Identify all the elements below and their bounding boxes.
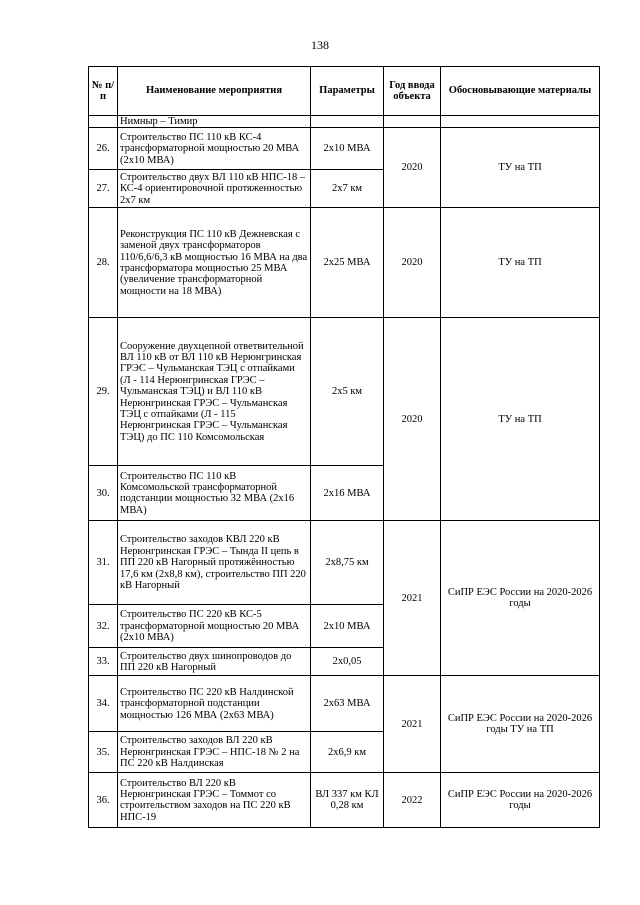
row-num: 30. [89,466,118,521]
measures-table [88,66,600,828]
row-params: 2х16 МВА [311,466,384,521]
continuation-params [311,116,384,128]
row-num: 26. [89,128,118,170]
row-num: 31. [89,521,118,605]
row-docs: ТУ на ТП [441,318,600,521]
row-params: 2х6,9 км [311,732,384,773]
row-num: 35. [89,732,118,773]
row-num: 33. [89,648,118,676]
row-name: Строительство заходов КВЛ 220 кВ Нерюнгринская ГРЭС – Тында II цепь в ПП 220 кВ Нагорный протяжённостью 17,6 км (2х8,8 км), строительство ПП 220 кВ Нагорный [118,521,311,605]
row-params: ВЛ 337 км КЛ 0,28 км [311,773,384,828]
table-row [89,128,600,170]
header-num: № п/п [89,67,118,116]
row-params: 2х10 МВА [311,128,384,170]
row-year: 2020 [384,318,441,521]
row-name: Строительство двух шинопроводов до ПП 220 кВ Нагорный [118,648,311,676]
row-params: 2х63 МВА [311,676,384,732]
row-params: 2х7 км [311,170,384,208]
row-year: 2020 [384,128,441,208]
header-docs: Обосновывающие материалы [441,67,600,116]
row-docs: ТУ на ТП [441,128,600,208]
row-name: Строительство ПС 220 кВ КС-5 трансформаторной мощностью 20 МВА (2х10 МВА) [118,605,311,648]
table-row [89,318,600,466]
row-num: 34. [89,676,118,732]
table-row [89,521,600,605]
row-name: Строительство заходов ВЛ 220 кВ Нерюнгринская ГРЭС – НПС-18 № 2 на ПС 220 кВ Налдинская [118,732,311,773]
continuation-name: Нимныр – Тимир [118,116,311,128]
row-name: Строительство ПС 110 кВ КС-4 трансформаторной мощностью 20 МВА (2х10 МВА) [118,128,311,170]
row-params: 2х8,75 км [311,521,384,605]
continuation-docs [441,116,600,128]
row-year: 2020 [384,208,441,318]
header-year: Год ввода объекта [384,67,441,116]
row-docs: СиПР ЕЭС России на 2020-2026 годы [441,521,600,676]
row-docs: ТУ на ТП [441,208,600,318]
row-name: Реконструкция ПС 110 кВ Дежневская с заменой двух трансформаторов 110/6,6/6,3 кВ мощностью 16 МВА на два трансформатора мощностью 25 МВА (увеличение трансформаторной мощности на 18 МВА) [118,208,311,318]
header-row [89,67,600,116]
continuation-row [89,116,600,128]
row-year: 2021 [384,676,441,773]
row-year: 2021 [384,521,441,676]
row-docs: СиПР ЕЭС России на 2020-2026 годы ТУ на ТП [441,676,600,773]
continuation-year [384,116,441,128]
row-params: 2х10 МВА [311,605,384,648]
table-row [89,208,600,318]
table-row [89,676,600,732]
header-params: Параметры [311,67,384,116]
row-num: 36. [89,773,118,828]
row-name: Строительство ПС 110 кВ Комсомольской трансформаторной подстанции мощностью 32 МВА (2х16 МВА) [118,466,311,521]
row-params: 2х5 км [311,318,384,466]
row-params: 2х25 МВА [311,208,384,318]
row-docs: СиПР ЕЭС России на 2020-2026 годы [441,773,600,828]
page-number: 138 [311,38,329,52]
row-num: 27. [89,170,118,208]
row-num: 32. [89,605,118,648]
row-name: Строительство двух ВЛ 110 кВ НПС-18 – КС-4 ориентировочной протяженностью 2х7 км [118,170,311,208]
row-params: 2х0,05 [311,648,384,676]
table-row [89,773,600,828]
header-name: Наименование мероприятия [118,67,311,116]
row-name: Сооружение двухцепной ответвительной ВЛ 110 кВ от ВЛ 110 кВ Нерюнгринская ГРЭС – Чульманская ТЭЦ с отпайками (Л - 114 Нерюнгринская ГРЭС – Чульманская ТЭЦ) и ВЛ 110 кВ Нерюнгринская ГРЭС – Чульманская ТЭЦ с отпайками (Л - 115 Нерюнгринская ГРЭС – Чульманская ТЭЦ) до ПС 110 Комсомольская [118,318,311,466]
row-num: 28. [89,208,118,318]
row-name: Строительство ПС 220 кВ Налдинской трансформаторной подстанции мощностью 126 МВА (2х63 МВА) [118,676,311,732]
row-num: 29. [89,318,118,466]
continuation-num [89,116,118,128]
row-year: 2022 [384,773,441,828]
row-name: Строительство ВЛ 220 кВ Нерюнгринская ГРЭС – Томмот со строительством заходов на ПС 220 кВ НПС-19 [118,773,311,828]
